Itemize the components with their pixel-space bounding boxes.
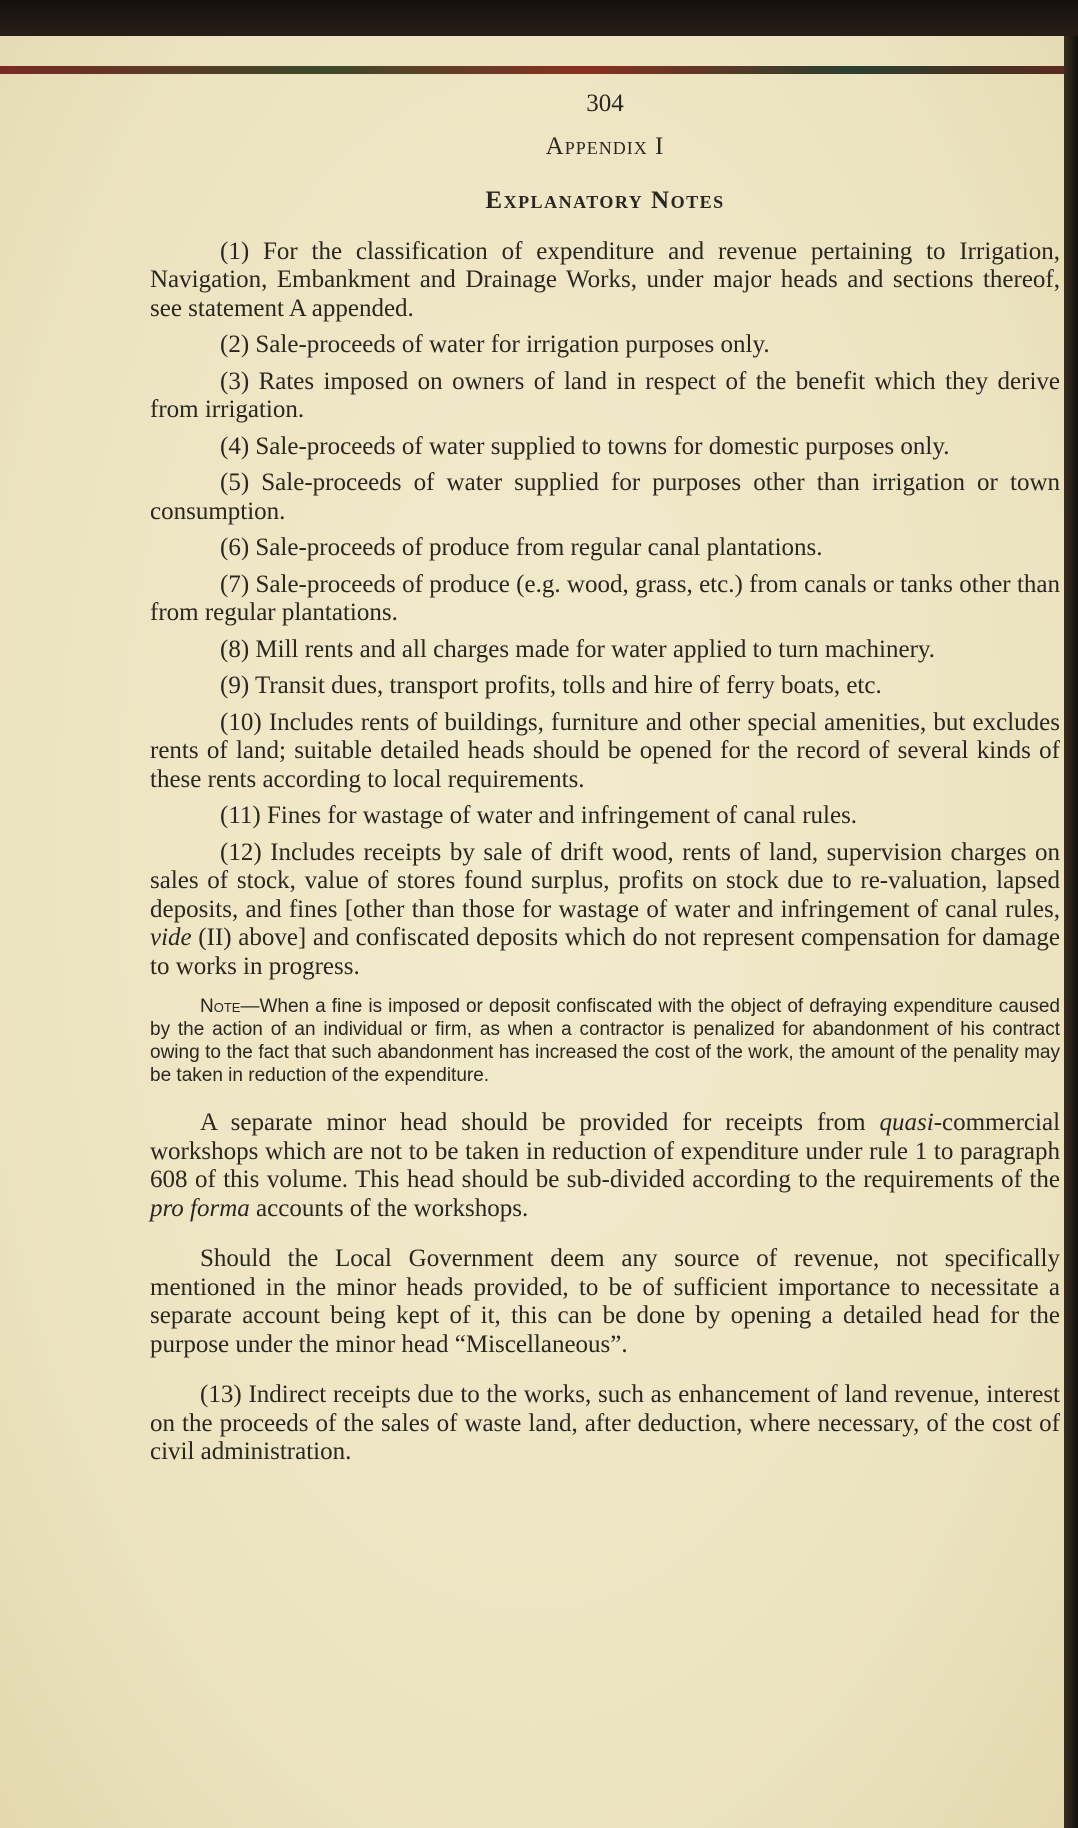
section-title: Explanatory Notes [485, 187, 725, 214]
note-item [150, 802, 1060, 831]
note-vide: vide [150, 924, 192, 951]
note-text: Transit dues, transport profits, tolls and hire of ferry boats, etc. [254, 672, 882, 699]
minor-head-paragraph [150, 1109, 1060, 1223]
note-number: (4) [220, 432, 250, 460]
page-right-shadow [1064, 36, 1078, 1828]
note-text: Mill rents and all charges made for water applied to turn machinery. [255, 635, 936, 663]
note-text: Sale-proceeds of water supplied to towns for domestic purposes only. [255, 432, 950, 460]
note-item [150, 534, 1060, 563]
page-content [150, 90, 1060, 1489]
paragraph-italic-quasi: quasi- [879, 1109, 943, 1136]
note-number: (11) [220, 802, 261, 829]
note-item-12 [150, 839, 1060, 982]
footnote-label: Note [200, 996, 241, 1017]
note-number: (9) [220, 672, 250, 699]
note-text: Fines for wastage of water and infringement of canal rules. [266, 802, 858, 829]
note-item [150, 238, 1060, 324]
paragraph-italic-pro-forma: pro forma [150, 1194, 250, 1222]
note-item [150, 368, 1060, 425]
note-item [150, 331, 1060, 360]
note-number: (3) [220, 367, 250, 395]
local-government-paragraph: Should the Local Government deem any source of revenue, not specifically mentioned in the minor heads provided, to be of sufficient importance to necessitate a separate account being kept of it, this can be done by opening a detailed head for the purpose under the minor head “Miscellaneous”. [150, 1245, 1060, 1358]
note-number: (7) [220, 570, 250, 598]
note-number: (8) [220, 635, 250, 663]
book-cover-edge [0, 66, 1064, 74]
footnote-text: —When a fine is imposed or deposit confiscated with the object of defraying expenditure caused by the action of an individual or firm, as when a contractor is penalized for abandonment of his contract owing to the fact that such abandonment has increased the cost of the work, the amount of the penality may be taken in reduction of the expenditure. [150, 996, 1060, 1086]
note-item [150, 636, 1060, 665]
note-text: Sale-proceeds of produce from regular canal plantations. [255, 534, 823, 561]
note-text: Sale-proceeds of water supplied for purposes other than irrigation or town consumption. [150, 469, 1060, 525]
note-text: Indirect receipts due to the works, such as enhancement of land revenue, interest on the proceeds of the sales of waste land, after deduction, where necessary, of the cost of civil administration. [150, 1381, 1061, 1465]
note-text-continued: (II) above] and confiscated deposits which do not represent compensation for damage to works in progress. [150, 924, 1061, 980]
note-number: (1) [220, 237, 250, 265]
notes-list [150, 238, 1060, 831]
note-item [150, 433, 1060, 462]
note-text: Sale-proceeds of water for irrigation purposes only. [255, 331, 770, 358]
note-item [150, 571, 1060, 628]
note-text: For the classification of expenditure and revenue pertaining to Irrigation, Navigation, Embankment and Drainage Works, under major heads and sections thereof, see statement A appended. [150, 237, 1061, 322]
note-number: (13) [200, 1381, 242, 1408]
note-text: Includes rents of buildings, furniture and other special amenities, but excludes rents of land; suitable detailed heads should be opened for the record of several kinds of these rents according to local requirements. [150, 708, 1061, 793]
note-number: (2) [220, 331, 250, 358]
note-number: (10) [220, 708, 262, 736]
paragraph-text-continued: commercial workshops which are not to be taken in reduction of expenditure under rule 1 to paragraph 608 of this volume. This head should be sub-divided according to the requirements of the [150, 1109, 1061, 1193]
note-item [150, 672, 1060, 701]
note-item [150, 709, 1060, 795]
paragraph-text-end: accounts of the workshops. [256, 1194, 529, 1222]
note-item-13 [150, 1381, 1060, 1467]
note-text: Includes receipts by sale of drift wood, rents of land, supervision charges on sales of stock, value of stores found surplus, profits on stock due to re-valuation, lapsed deposits, and fines [other than those for wastage of water and infringement of canal rules, [150, 838, 1060, 923]
note-number: (5) [220, 469, 250, 496]
page-number: 304 [586, 90, 624, 117]
note-number: (6) [220, 534, 250, 561]
note-number: (12) [220, 838, 262, 866]
footnote [150, 995, 1060, 1087]
appendix-title: Appendix I [545, 132, 665, 160]
scan-top-border [0, 0, 1078, 40]
note-item [150, 469, 1060, 526]
paragraph-text: A separate minor head should be provided for receipts from [200, 1109, 866, 1136]
note-text: Sale-proceeds of produce (e.g. wood, grass, etc.) from canals or tanks other than from regular plantations. [150, 570, 1060, 626]
note-text: Rates imposed on owners of land in respect of the benefit which they derive from irrigation. [150, 367, 1060, 423]
